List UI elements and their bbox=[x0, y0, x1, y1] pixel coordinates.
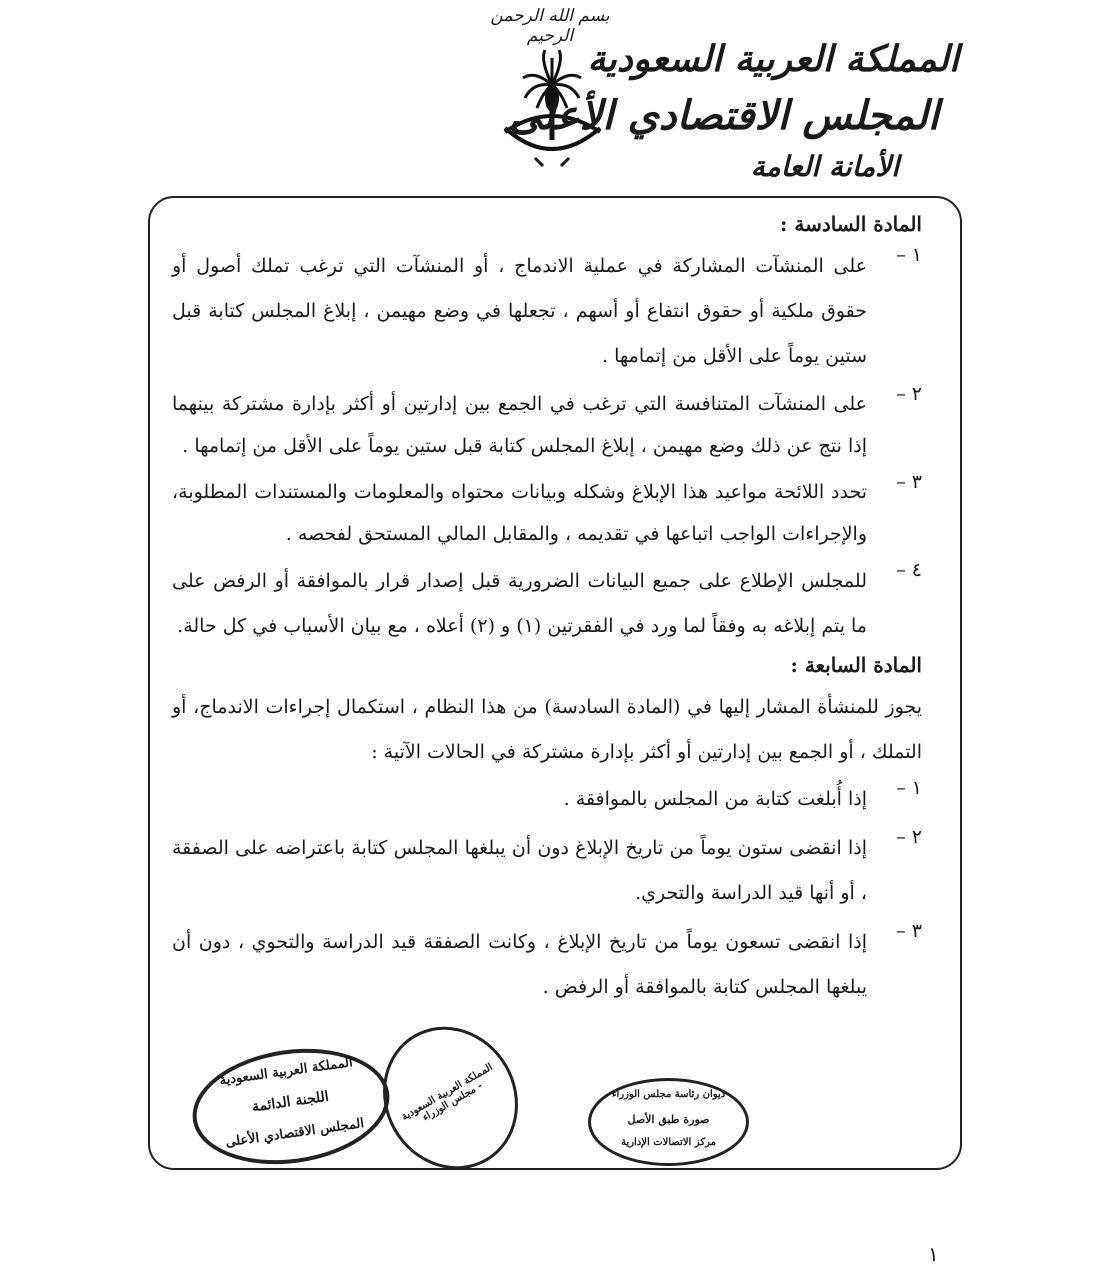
article7-item-3 bbox=[172, 920, 922, 1010]
header-kingdom: المملكة العربية السعودية bbox=[587, 38, 959, 80]
article7-title: المادة السابعة : bbox=[790, 653, 922, 677]
item-text: على المنشآت المشاركة في عملية الاندماج ، أو المنشآت التي ترغب تملك أصول أو حقوق ملكية أو حقوق انتفاع أو أسهم ، تجعلها في وضع مهيمن ، إبلاغ المجلس كتابة قبل ستين يوماً على الأقل من إتمامها . bbox=[172, 255, 867, 367]
item-number: ٢ – bbox=[896, 383, 922, 405]
article7-item-1 bbox=[172, 777, 922, 822]
article6-item-4 bbox=[172, 559, 922, 649]
item-number: ٤ – bbox=[896, 559, 922, 581]
header-secretariat: الأمانة العامة bbox=[750, 150, 899, 183]
article6-title: المادة السادسة : bbox=[780, 212, 922, 236]
item-text: على المنشآت المتنافسة التي ترغب في الجمع بين إدارتين أو أكثر بإدارة مشتركة بينهما إذا نتج عن ذلك وضع مهيمن ، إبلاغ المجلس كتابة قبل ستين يوماً على الأقل من إتمامها . bbox=[172, 393, 867, 457]
article7-intro: يجوز للمنشأة المشار إليها في (المادة السادسة) من هذا النظام ، استكمال إجراءات الاندماج، أو التملك ، أو الجمع بين إدارتين أو أكثر بإدارة مشتركة في الحالات الآتية : bbox=[172, 696, 922, 763]
item-text: إذا انقضى تسعون يوماً من تاريخ الإبلاغ ، وكانت الصفقة قيد الدراسة والتحوي ، دون أن يبلغها المجلس كتابة بالموافقة أو الرفض . bbox=[172, 931, 867, 998]
stamp-text: اللجنة الدائمة bbox=[250, 1088, 330, 1116]
article6-item-2 bbox=[172, 383, 922, 467]
article7-item-2 bbox=[172, 826, 922, 916]
item-number: ١ – bbox=[896, 244, 922, 266]
true-copy-stamp bbox=[588, 1078, 749, 1166]
article6-item-3 bbox=[172, 471, 922, 555]
page-number: ١ bbox=[928, 1242, 939, 1266]
stamp-text: مركز الاتصالات الإدارية bbox=[621, 1137, 716, 1148]
stamp-text: المملكة العربية السعودية - مجلس الوزراء bbox=[399, 1061, 495, 1124]
item-text: للمجلس الإطلاع على جميع البيانات الضرورية قبل إصدار قرار بالموافقة أو الرفض على ما يتم إبلاغه به وفقاً لما ورد في الفقرتين (١) و (٢) أعلاه ، مع بيان الأسباب في كل حالة. bbox=[172, 570, 867, 637]
item-number: ٣ – bbox=[896, 471, 922, 493]
document-body bbox=[172, 212, 922, 1014]
basmala: بسم الله الرحمن الرحيم bbox=[490, 6, 610, 46]
item-text: إذا انقضى ستون يوماً من تاريخ الإبلاغ دون أن يبلغها المجلس كتابة باعتراضه على الصفقة ، أو أنها قيد الدراسة والتحري. bbox=[172, 837, 867, 904]
item-text: تحدد اللائحة مواعيد هذا الإبلاغ وشكله وبيانات محتواه والمعلومات والمستندات المطلوبة، والإجراءات الواجب اتباعها في تقديمه ، والمقابل المالي المستحق لفحصه . bbox=[172, 481, 867, 545]
stamp-text: المجلس الاقتصادي الأعلى bbox=[224, 1116, 365, 1151]
item-text: إذا أُبلغت كتابة من المجلس بالموافقة . bbox=[563, 788, 867, 810]
stamp-text: ديوان رئاسة مجلس الوزراء bbox=[611, 1089, 726, 1100]
stamp-text: المملكة العربية السعودية bbox=[218, 1055, 354, 1089]
item-number: ١ – bbox=[896, 777, 922, 799]
stamp-text: صورة طبق الأصل bbox=[627, 1113, 710, 1126]
article6-item-1 bbox=[172, 244, 922, 379]
item-number: ٣ – bbox=[896, 920, 922, 942]
header-council: المجلس الاقتصادي الأعلى bbox=[509, 92, 939, 139]
item-number: ٢ – bbox=[896, 826, 922, 848]
